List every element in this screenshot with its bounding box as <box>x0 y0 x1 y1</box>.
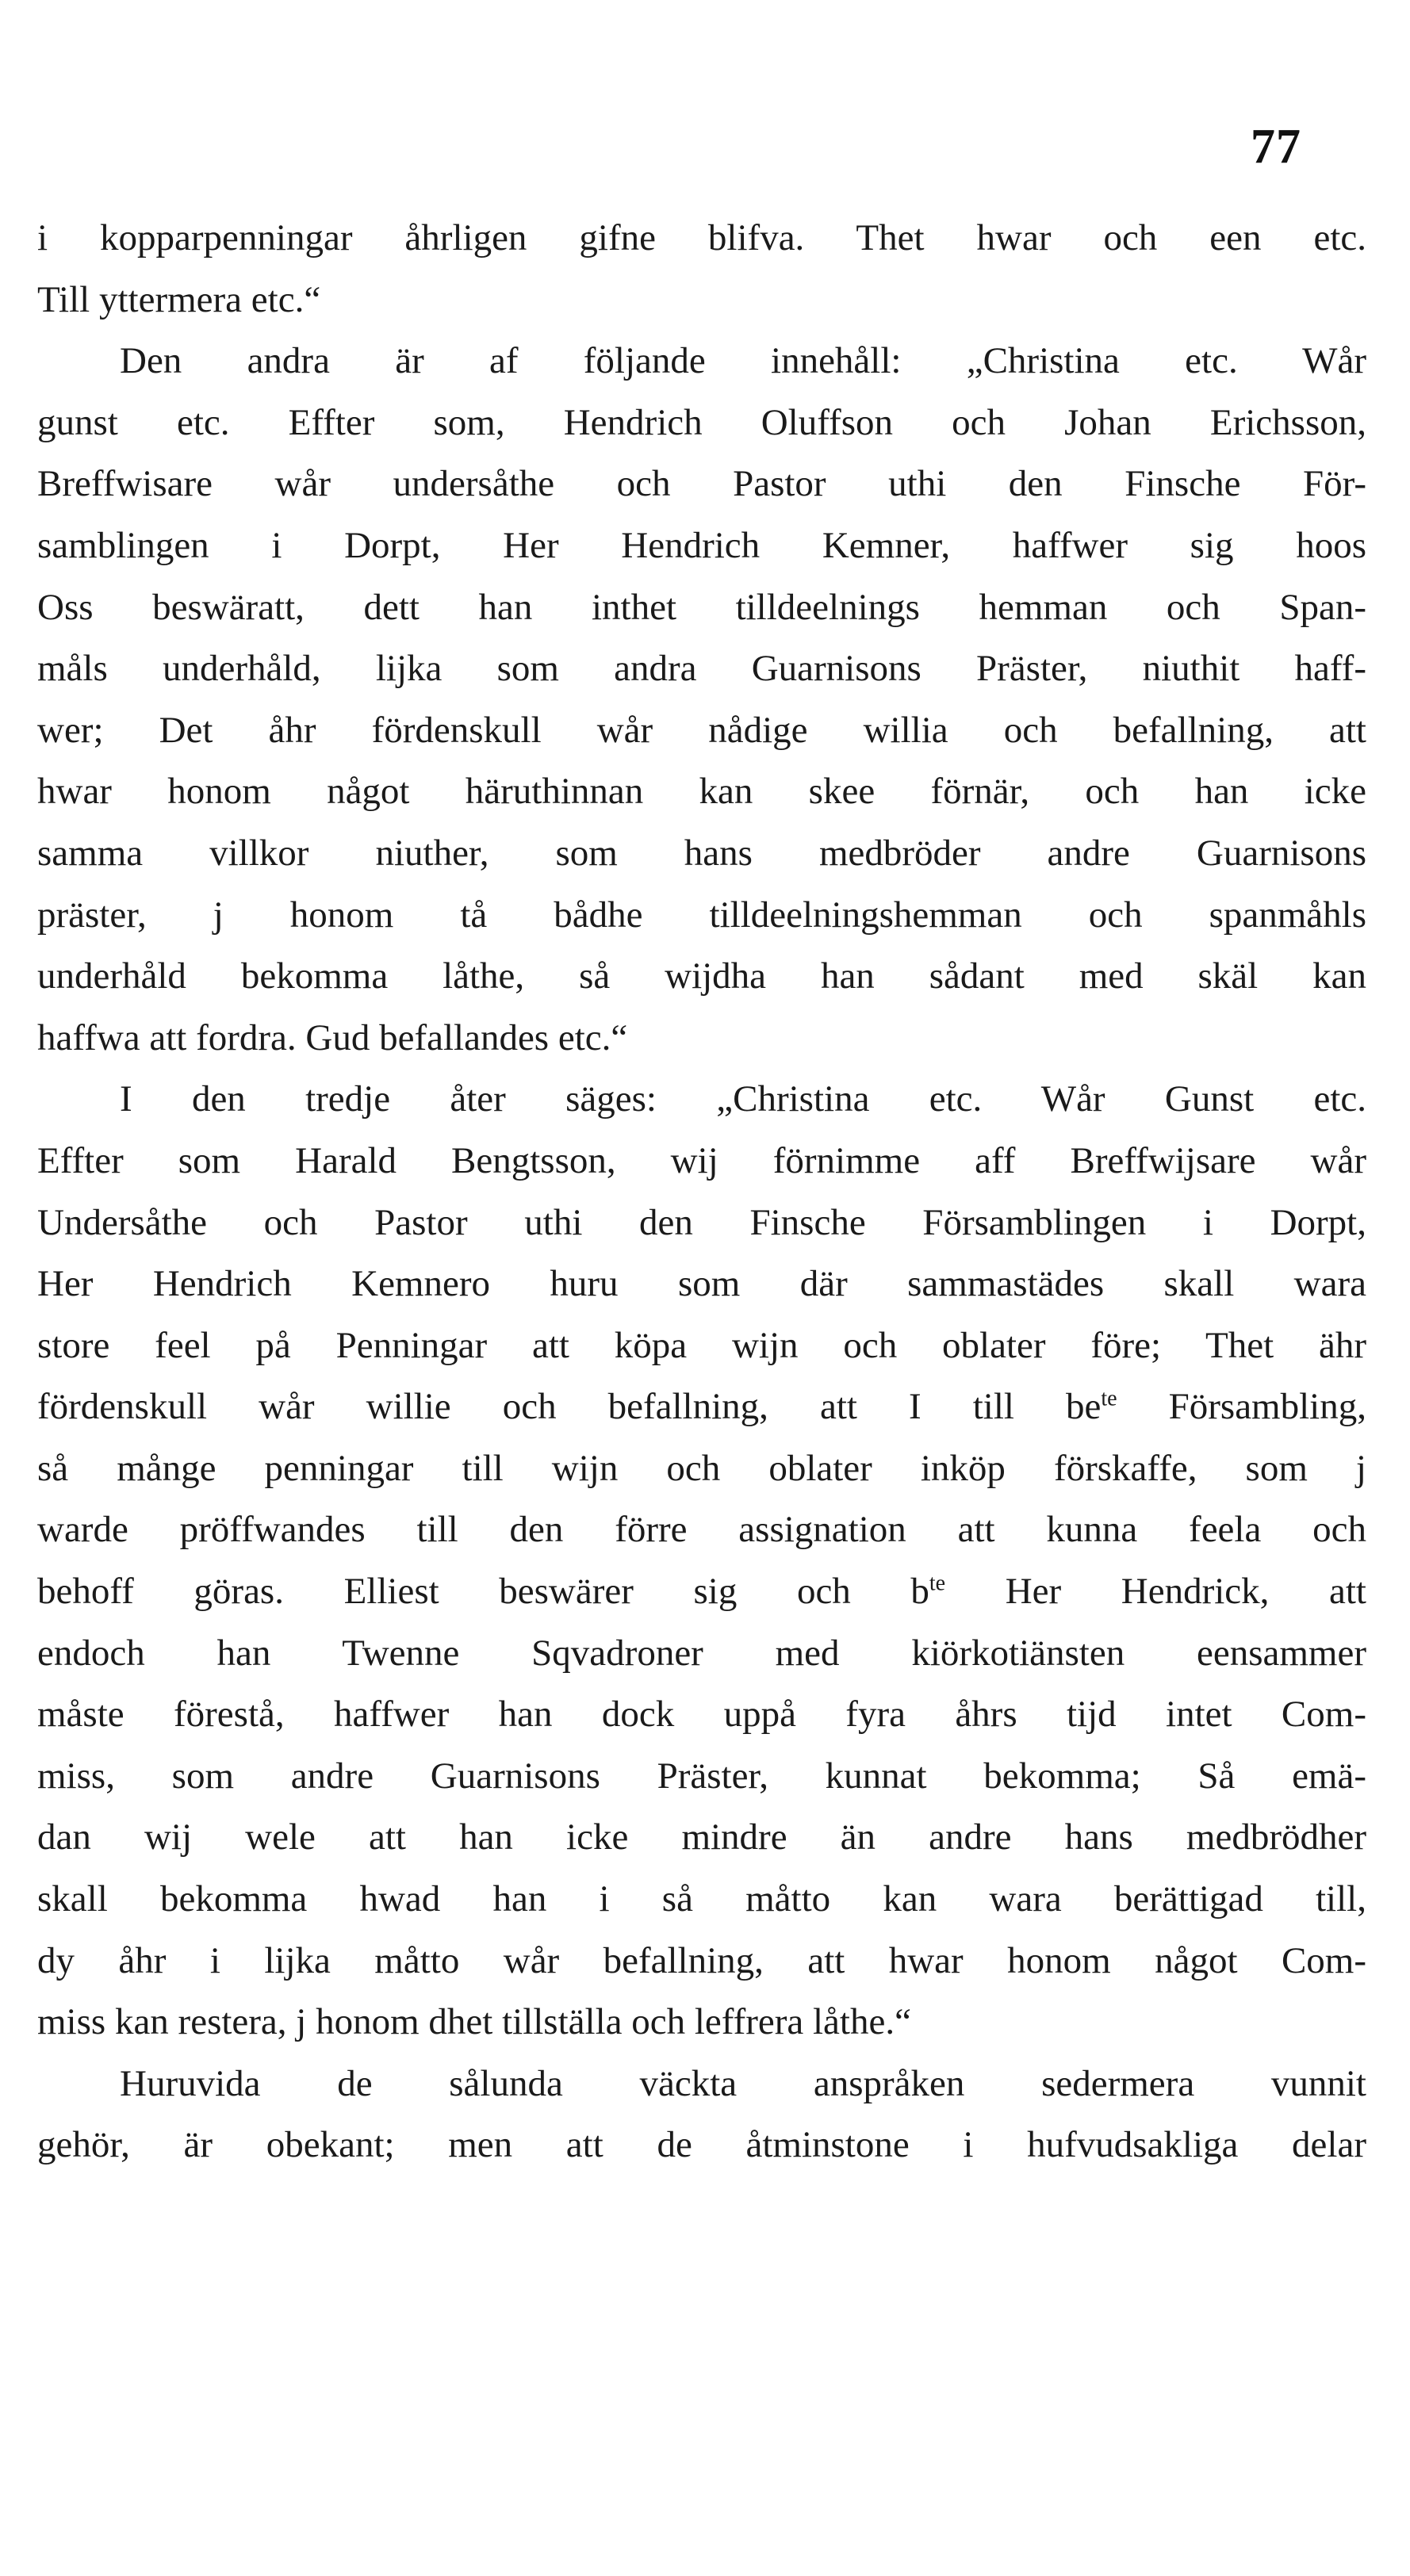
text-line-content: Huruvida de sålunda väckta anspråken sedermera vunnit <box>120 2062 1366 2104</box>
text-line-content: samblingen i Dorpt, Her Hendrich Kemner, haffwer sig hoos <box>37 524 1366 566</box>
text-line-content: dan wij wele att han icke mindre än andre hans medbrödher <box>37 1816 1366 1858</box>
superscript-abbreviation: te <box>929 1571 946 1596</box>
text-line <box>37 946 1366 1008</box>
text-line <box>37 1192 1366 1254</box>
text-line <box>37 1008 1366 1070</box>
text-line <box>37 1254 1366 1315</box>
text-line <box>37 1438 1366 1500</box>
text-line-content: Oss beswäratt, dett han inthet tilldeelnings hemman och Span- <box>37 586 1366 628</box>
text-line-content: warde pröffwandes till den förre assignation att kunna feela och <box>37 1509 1366 1551</box>
text-line-content: miss kan restera, j honom dhet tillställa och leffrera låthe.“ <box>37 2001 911 2043</box>
text-line-content: Den andra är af följande innehåll: „Christina etc. Wår <box>120 340 1366 382</box>
text-line <box>37 454 1366 515</box>
superscript-abbreviation: te <box>1101 1386 1117 1411</box>
text-line <box>37 761 1366 823</box>
text-line-content: fördenskull wår willie och befallning, att I till be <box>37 1386 1102 1428</box>
text-line-content: behoff göras. Elliest beswärer sig och b <box>37 1571 929 1613</box>
text-line-content: miss, som andre Guarnisons Präster, kunnat bekomma; Så emä- <box>37 1755 1366 1797</box>
text-line <box>37 1561 1366 1623</box>
text-line-content: skall bekomma hwad han i så måtto kan wara berättigad till, <box>37 1878 1366 1920</box>
text-line <box>37 700 1366 762</box>
text-line-content: gunst etc. Effter som, Hendrich Oluffson och Johan Erichsson, <box>37 401 1366 443</box>
text-line <box>37 331 1366 392</box>
page-number: 77 <box>1251 120 1301 174</box>
text-line-content: samma villkor niuther, som hans medbröder andre Guarnisons <box>37 832 1366 874</box>
text-line <box>37 2115 1366 2176</box>
text-line <box>37 1376 1366 1438</box>
text-line-content: Breffwisare wår undersåthe och Pastor uthi den Finsche För- <box>37 463 1366 505</box>
text-line <box>37 1807 1366 1869</box>
text-line-content: underhåld bekomma låthe, så wijdha han sådant med skäl kan <box>37 955 1366 997</box>
text-line <box>37 1315 1366 1377</box>
text-line <box>37 1131 1366 1192</box>
text-line <box>37 1623 1366 1685</box>
text-line-content: Effter som Harald Bengtsson, wij förnimme aff Breffwijsare wår <box>37 1139 1366 1181</box>
text-line-content: haffwa att fordra. Gud befallandes etc.“ <box>37 1016 628 1058</box>
text-line-content: Till yttermera etc.“ <box>37 278 321 320</box>
text-line <box>37 515 1366 577</box>
text-line <box>37 392 1366 454</box>
text-line <box>37 1684 1366 1746</box>
text-line-content: dy åhr i lijka måtto wår befallning, att hwar honom något Com- <box>37 1939 1366 1981</box>
text-line <box>37 1499 1366 1561</box>
text-line <box>37 823 1366 885</box>
text-line <box>37 1992 1366 2054</box>
text-line-content: i kopparpenningar åhrligen gifne blifva. Thet hwar och een etc. <box>37 217 1366 258</box>
text-line <box>37 1931 1366 1992</box>
text-line-content: gehör, är obekant; men att de åtminstone i hufvudsakliga delar <box>37 2124 1366 2166</box>
text-line-continuation: Försambling, <box>1117 1386 1366 1428</box>
text-line-content: I den tredje åter säges: „Christina etc. Wår Gunst etc. <box>120 1078 1366 1120</box>
text-line <box>37 270 1366 331</box>
text-line-content: hwar honom något häruthinnan kan skee förnär, och han icke <box>37 771 1366 813</box>
text-line-continuation: Her Hendrick, att <box>945 1571 1366 1613</box>
text-line <box>37 1746 1366 1808</box>
text-line-content: Her Hendrich Kemnero huru som där sammastädes skall wara <box>37 1263 1366 1305</box>
text-line <box>37 638 1366 700</box>
text-line-content: måls underhåld, lijka som andra Guarnisons Präster, niuthit haff- <box>37 648 1366 690</box>
text-line <box>37 577 1366 639</box>
text-line <box>37 208 1366 270</box>
text-line <box>37 1869 1366 1931</box>
text-line-content: Undersåthe och Pastor uthi den Finsche Församblingen i Dorpt, <box>37 1201 1366 1243</box>
text-line-content: endoch han Twenne Sqvadroner med kiörkotiänsten eensammer <box>37 1632 1366 1674</box>
text-line-content: store feel på Penningar att köpa wijn och oblater före; Thet ähr <box>37 1324 1366 1366</box>
text-line <box>37 2054 1366 2115</box>
body-text <box>37 208 1366 2176</box>
text-line-content: så månge penningar till wijn och oblater inköp förskaffe, som j <box>37 1447 1366 1489</box>
text-line-content: präster, j honom tå bådhe tilldeelningshemman och spanmåhls <box>37 894 1366 936</box>
text-line <box>37 1069 1366 1131</box>
text-line-content: wer; Det åhr fördenskull wår nådige willia och befallning, att <box>37 709 1366 751</box>
text-line-content: måste förestå, haffwer han dock uppå fyra åhrs tijd intet Com- <box>37 1694 1366 1736</box>
text-line <box>37 885 1366 947</box>
